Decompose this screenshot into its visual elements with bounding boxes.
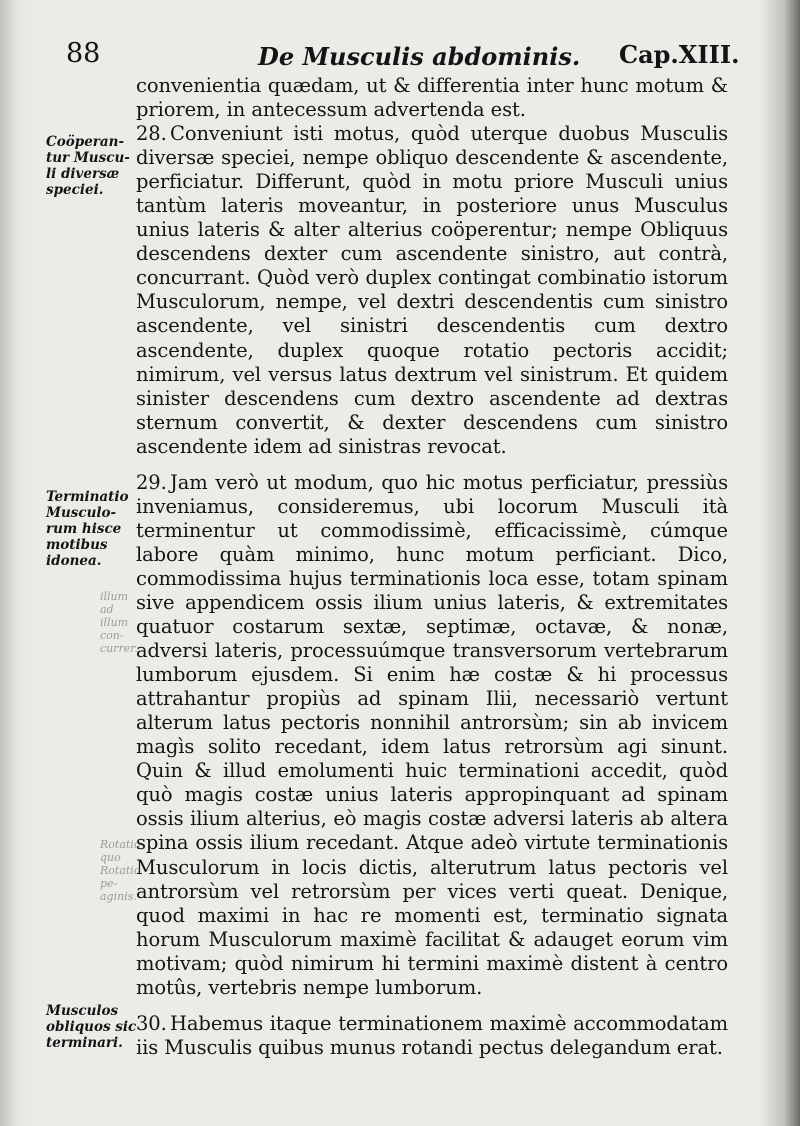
paragraph-text: Jam verò ut modum, quo hic motus perficiatur, pressiùs inveniamus, consideremus, ubi locorum Musculi ità terminentur ut commodissimè, efficacissimè, cúmque labore quàm minimo, hunc motum perficiant. Dico, commodissima hujus terminationis loca esse, totam spinam sive appendicem ossis ilium unius lateris, & extremitates quatuor costarum sextæ, septimæ, octavæ, & nonæ, adversi lateris, processuúmque transversorum vertebrarum lumborum ejusdem. Si enim hæ costæ & hi processus attrahantur propiùs ad spinam Ilii, necessariò vertunt alterum latus pectoris nonnihil antrorsùm; sin ab invicem magìs solito recedant, idem latus retrorsùm agi sinunt. Quin & illud emolumenti huic terminationi accedit, quòd quò magis costæ unius lateris appropinquant ad spinam ossis ilium alterius, eò magis costæ adversi lateris ab altera spina ossis ilium recedant. Atque adeò virtute terminationis Musculorum in locis dictis, alterutrum latus pectoris vel antrorsùm vel retrorsùm per vices verti queat. Denique, quod maximi in hac re momenti est, terminatio signata horum Musculorum maximè facilitat & adauget eorum vim motivam; quòd nimirum hi termini maximè distent à centro motûs, vertebris nempe lumborum. [136, 470, 728, 999]
page-number: 88 [66, 38, 101, 69]
margin-note-terminatio: Terminatio Musculo-rum hisce motibus idonea. [46, 489, 129, 569]
paragraph-29 [136, 471, 728, 1000]
page-header [0, 38, 800, 72]
paragraph-text: Conveniunt isti motus, quòd uterque duobus Musculis diversæ speciei, nempe obliquo descendente & ascendente, perficiatur. Differunt, quòd in motu priore Musculi unius tantùm lateris moveantur, in posteriore unus Musculus unius lateris & alter alterius coöperentur; nempe Obliquus descendens dexter cum ascendente sinistro, aut contrà, concurrant. Quòd verò duplex contingat combinatio istorum Musculorum, nempe, vel dextri descendentis cum sinistro ascendente, vel sinistri descendentis cum dextro ascendente, duplex quoque rotatio pectoris accidit; nimirum, vel versus latus dextrum vel sinistrum. Et quidem sinister descendens cum dextro ascendente ad dextras sternum convertit, & dexter descendens cum sinistro ascendente idem ad sinistras revocat. [136, 122, 728, 458]
paragraph-intro: convenientia quædam, ut & differentia inter hunc motum & priorem, in antecessum advertenda est. [136, 74, 728, 122]
chapter-label: Cap.XIII. [619, 40, 740, 69]
paragraph-28 [136, 122, 728, 459]
body-text [136, 74, 728, 1060]
paragraph-number: 29. [136, 470, 167, 494]
bleed-through-text: illum ad illum con- currer. [100, 590, 138, 655]
bleed-through-text: Rotatio quo Rotatio pe- aginis. [100, 838, 141, 903]
paragraph-number: 28. [136, 122, 167, 146]
paragraph-text: Habemus itaque terminationem maximè accommodatam iis Musculis quibus munus rotandi pectus delegandum erat. [136, 1011, 728, 1059]
margin-note-musculos-obliquos: Musculos obliquos sic terminari. [46, 1003, 137, 1051]
running-title: De Musculis abdominis. [258, 42, 581, 71]
paragraph-number: 30. [136, 1011, 167, 1035]
paragraph-30 [136, 1012, 728, 1060]
margin-note-cooperantur: Coöperan-tur Muscu-li diversæ speciei. [46, 134, 130, 198]
